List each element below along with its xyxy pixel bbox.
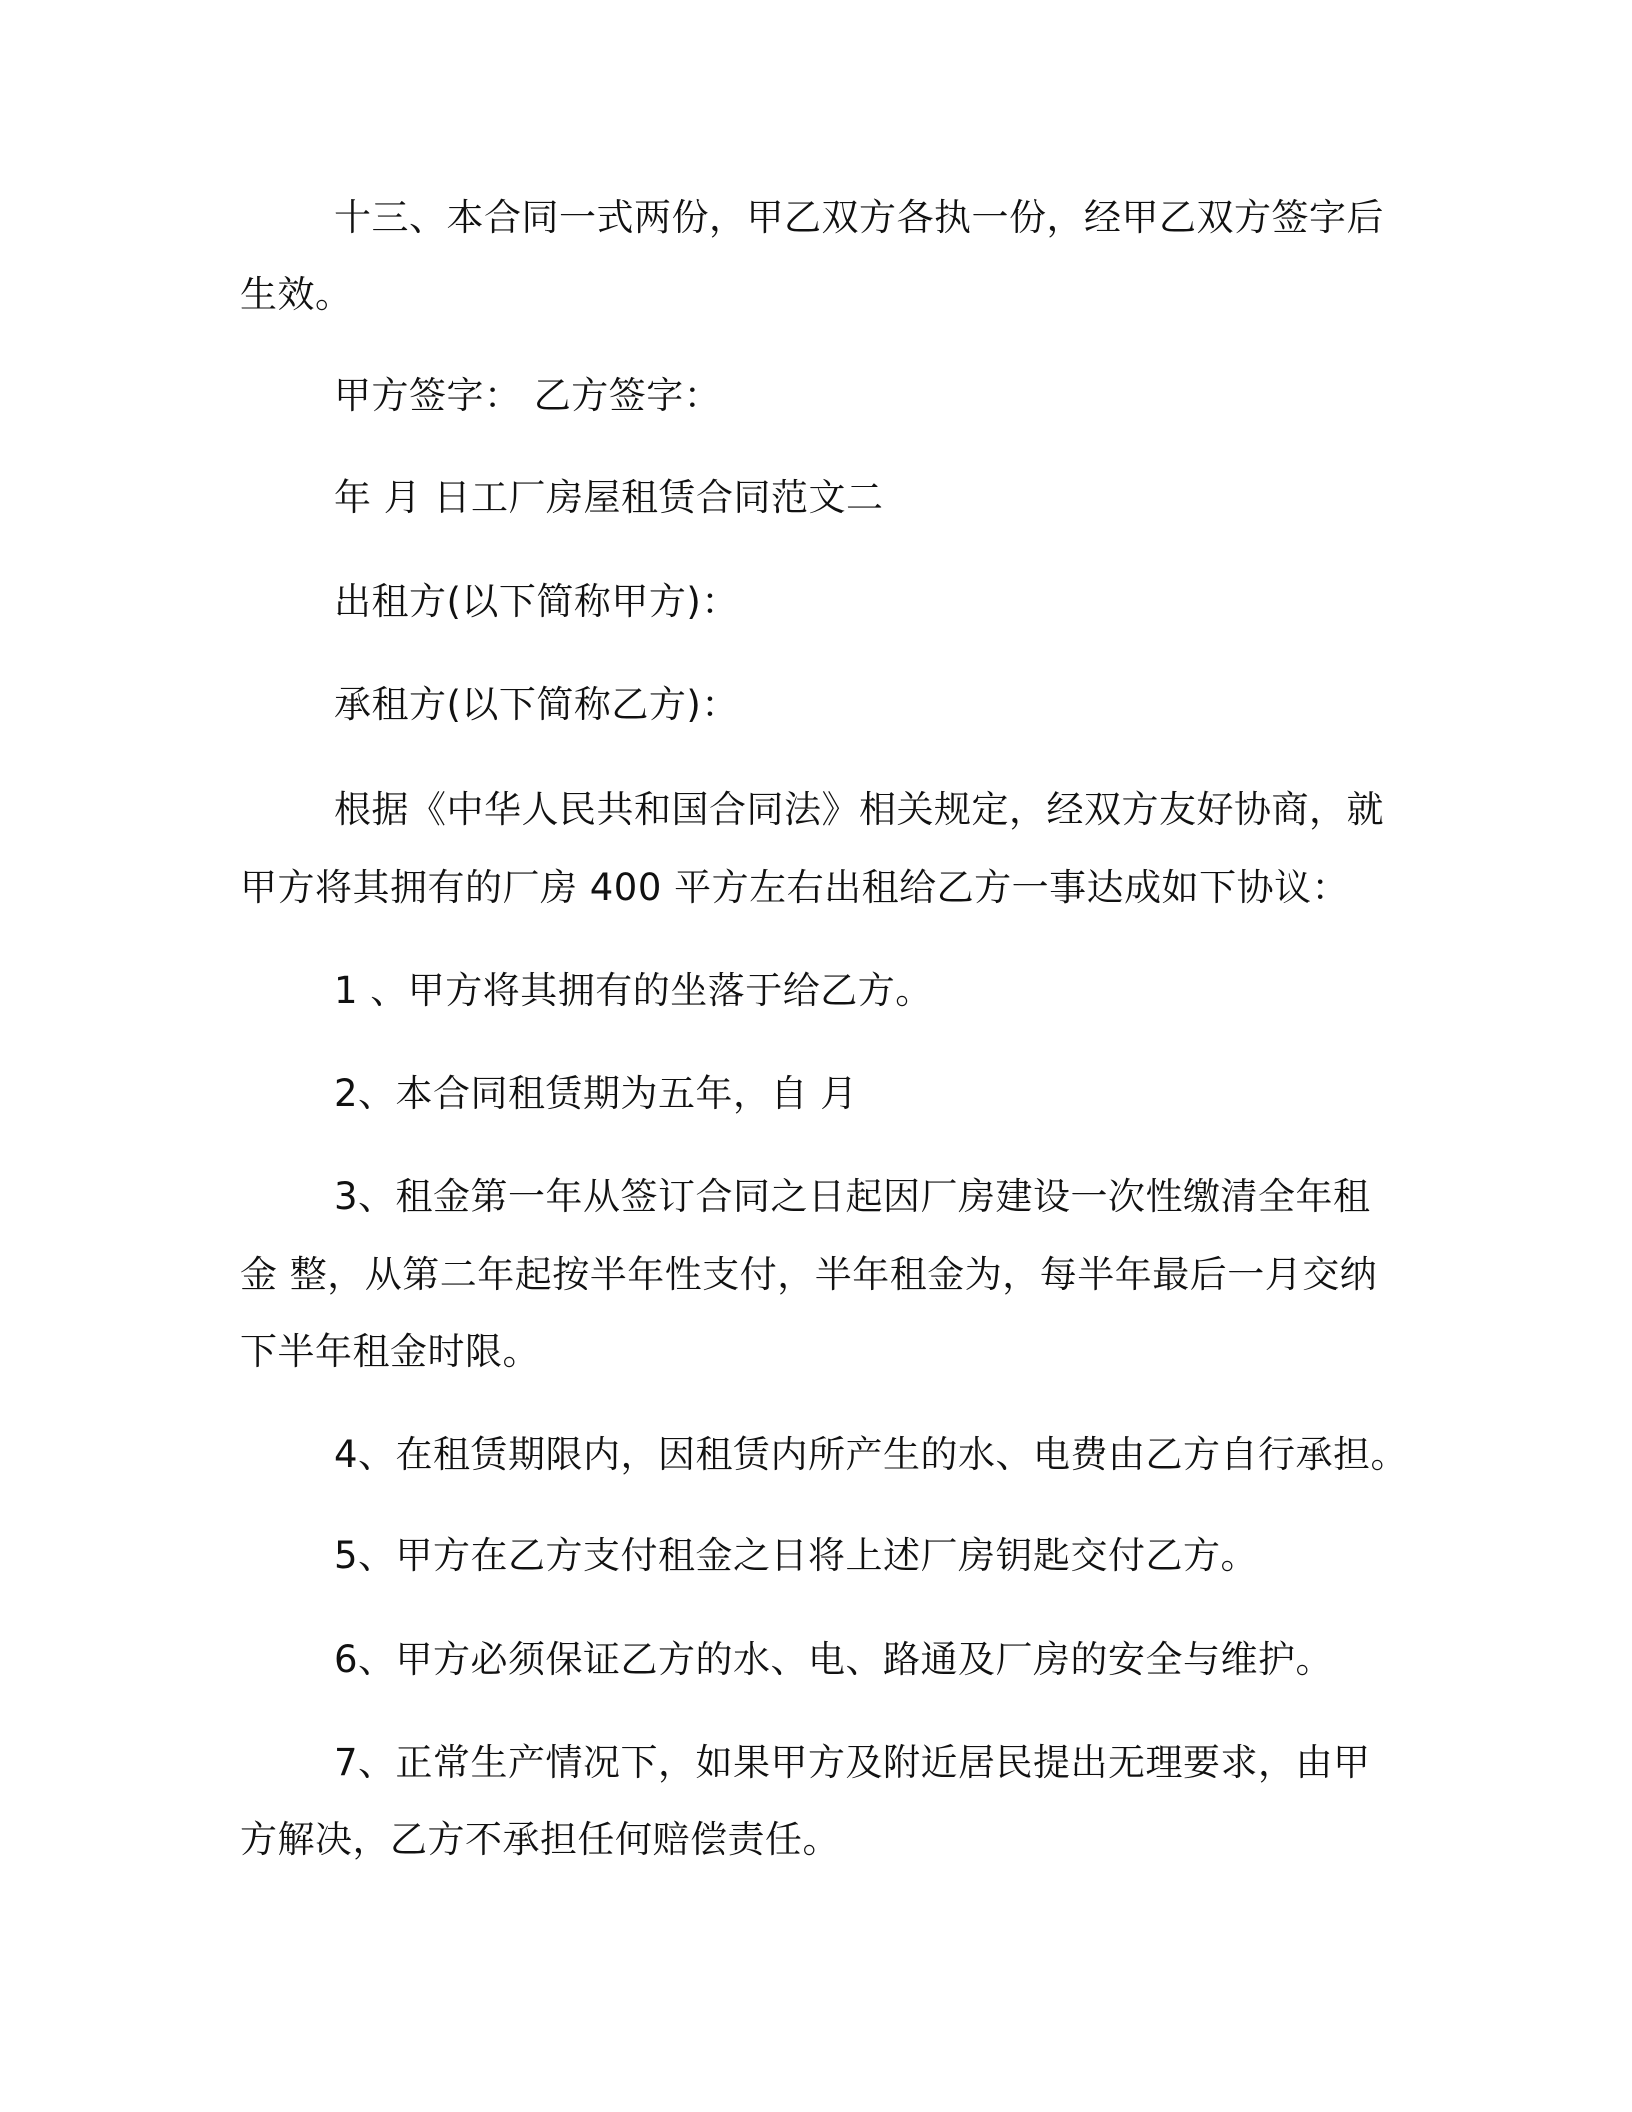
preamble-line-2: 甲方将其拥有的厂房 400 平方左右出租给乙方一事达成如下协议： bbox=[240, 866, 1350, 909]
item-1-line: 1 、甲方将其拥有的坐落于给乙方。 bbox=[334, 969, 933, 1012]
item-7-line-2: 方解决，乙方不承担任何赔偿责任。 bbox=[240, 1818, 840, 1861]
lessee-line: 承租方(以下简称乙方)： bbox=[334, 683, 739, 726]
item-6-line: 6、甲方必须保证乙方的水、电、路通及厂房的安全与维护。 bbox=[334, 1638, 1334, 1681]
clause-13-line-1: 十三、本合同一式两份，甲乙双方各执一份，经甲乙双方签字后 bbox=[334, 196, 1384, 239]
item-3-line-2: 金 整，从第二年起按半年性支付，半年租金为，每半年最后一月交纳 bbox=[240, 1253, 1378, 1296]
item-2-line: 2、本合同租赁期为五年，自 月 bbox=[334, 1072, 858, 1115]
clause-13-line-2: 生效。 bbox=[240, 273, 353, 316]
preamble-line-1: 根据《中华人民共和国合同法》相关规定，经双方友好协商，就 bbox=[334, 788, 1384, 831]
item-4-line: 4、在租赁期限内，因租赁内所产生的水、电费由乙方自行承担。 bbox=[334, 1433, 1409, 1476]
item-5-line: 5、甲方在乙方支付租金之日将上述厂房钥匙交付乙方。 bbox=[334, 1534, 1259, 1577]
item-3-line-3: 下半年租金时限。 bbox=[240, 1330, 540, 1373]
signature-line: 甲方签字： 乙方签字： bbox=[334, 374, 722, 417]
item-3-line-1: 3、租金第一年从签订合同之日起因厂房建设一次性缴清全年租 bbox=[334, 1175, 1371, 1218]
lessor-line: 出租方(以下简称甲方)： bbox=[334, 580, 739, 623]
date-and-title-line: 年 月 日工厂房屋租赁合同范文二 bbox=[334, 476, 884, 519]
item-7-line-1: 7、正常生产情况下，如果甲方及附近居民提出无理要求，由甲 bbox=[334, 1741, 1371, 1784]
